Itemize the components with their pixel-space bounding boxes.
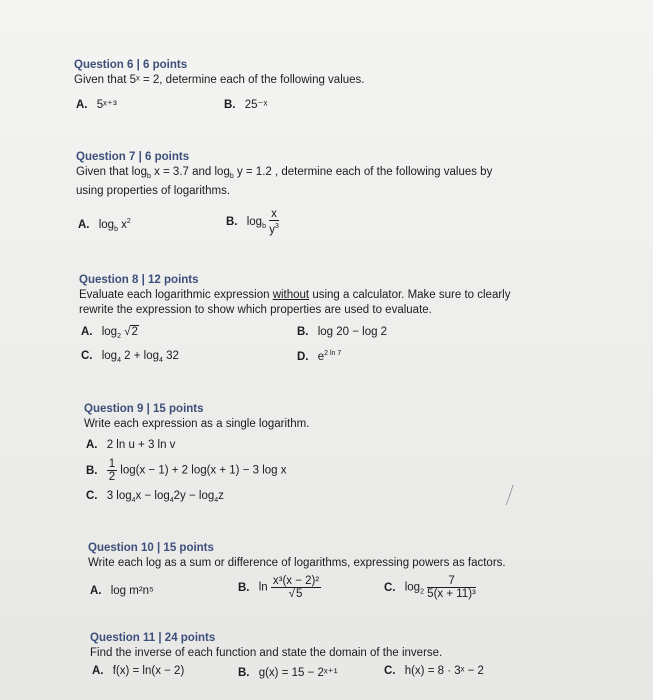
q8-c-mid: 2 + log [120,350,160,362]
q7-b-num: x [271,208,277,220]
q8-c-end: 32 [162,350,179,362]
q7-a-arg: x [121,219,127,231]
q9-a-label: A. [86,439,98,451]
q9-c-term2: x − log [135,490,170,502]
q7-b-den-exp: 3 [274,223,279,230]
q10-c-log: log [404,581,421,594]
q11-c-expr: h(x) = 8 · 3ˣ − 2 [404,665,484,677]
q10-b-den: 5 [295,588,303,600]
q9-c-base2: 4 [169,497,174,504]
question-8-intro-line2: rewrite the expression to show which properties are used to evaluate. [79,304,432,316]
question-7-intro-line2: using properties of logarithms. [76,185,231,197]
q8-a-base: 2 [117,333,121,340]
q11-c-label: C. [384,665,396,677]
q10-part-c [384,575,476,600]
q9-part-c [86,490,224,504]
q8-c-base1: 4 [117,357,121,364]
q9-b-label: B. [86,464,98,477]
q8-part-a [81,326,139,340]
q10-b-ln: ln [258,581,268,594]
q10-c-fraction [427,575,476,600]
q8-d-base: e [317,351,325,363]
q10-b-num: x³(x − 2)² [272,575,320,587]
question-8-header: Question 8 | 12 points [79,274,199,286]
q9-b-fraction [107,458,117,483]
q10-c-num: 7 [427,575,476,588]
q7-intro-base-2: b [229,173,234,180]
q8-d-label: D. [297,351,309,363]
q10-b-fraction [271,575,321,600]
q8-d-exp: 2 ln 7 [324,350,342,357]
q8-c-log1: log [101,350,118,362]
q7-b-fraction [269,208,279,236]
q6-a-expr: 5ˣ⁺³ [96,99,117,111]
q7-intro-text-2: x = 3.7 and log [150,166,230,178]
question-11-header: Question 11 | 24 points [90,632,216,644]
q8-a-log: log [101,326,118,338]
question-11 [90,631,442,661]
q10-c-base: 2 [420,588,424,596]
q7-part-a [78,218,131,233]
q8-a-label: A. [81,326,93,338]
q7-a-base: b [114,226,118,233]
q10-b-den-wrap [271,588,321,600]
q11-a-label: A. [92,665,104,677]
q7-b-den-var: y [269,224,275,236]
q11-b-label: B. [238,667,250,679]
q9-c-label: C. [86,490,98,502]
question-6-intro: Given that 5ˣ = 2, determine each of the following values. [74,74,365,86]
q7-b-base: b [262,223,266,231]
q8-b-label: B. [297,326,309,338]
q7-part-b [226,208,279,236]
q11-part-c [384,665,484,677]
q8-part-b [297,326,387,338]
q7-intro-base-1: b [146,173,151,180]
q7-b-log: log [246,216,263,228]
question-7 [76,150,492,199]
q10-b-label: B. [238,581,250,594]
question-9-intro: Write each expression as a single logarithm. [84,418,310,430]
question-10 [88,541,506,571]
q9-part-b [86,458,287,483]
q6-a-label: A. [76,99,88,111]
q9-b-num: 1 [108,458,116,470]
q11-part-a [92,665,184,677]
q8-c-base2: 4 [159,357,163,364]
q8-part-d [297,350,341,363]
q10-a-expr: log m²n⁵ [110,585,154,597]
q7-a-label: A. [78,219,90,231]
q6-b-label: B. [224,99,236,111]
question-10-header: Question 10 | 15 points [88,542,214,554]
q11-b-expr: g(x) = 15 − 2ˣ⁺¹ [258,667,338,679]
q6-b-expr: 25⁻ˣ [244,99,268,111]
q7-b-den [269,221,279,236]
q9-part-a [86,439,175,451]
q8-a-radical-sign: √ [124,326,131,338]
q8-b-expr: log 20 − log 2 [317,326,388,338]
q10-b-radical-sign: √ [288,588,295,600]
question-7-header: Question 7 | 6 points [76,151,190,163]
question-7-intro [76,165,492,184]
question-8-intro [79,288,510,303]
q9-c-term4: z [218,490,224,502]
q10-part-a [90,585,154,597]
question-6 [74,58,365,88]
q11-a-expr: f(x) = ln(x − 2) [112,665,185,677]
q6-part-b [224,97,267,111]
q9-c-term3: 2y − log [173,490,215,502]
q8-c-label: C. [81,350,93,362]
q7-intro-text-1: Given that log [76,166,147,178]
q8-intro-text-2: using a calculator. Make sure to clearly [309,289,511,301]
q7-intro-text-3: y = 1.2 , determine each of the following values by [233,166,493,178]
question-8 [79,273,510,318]
q9-c-base1: 4 [131,497,136,504]
question-10-intro: Write each log as a sum or difference of logarithms, expressing powers as factors. [88,557,506,569]
q10-c-label: C. [384,581,396,594]
q10-a-label: A. [90,585,102,597]
q7-a-exp: 2 [126,218,131,225]
q8-part-c [81,350,179,364]
q9-c-base3: 4 [214,497,219,504]
question-9-header: Question 9 | 15 points [84,403,204,415]
q9-c-term1: 3 log [106,490,132,502]
question-6-header: Question 6 | 6 points [74,59,188,71]
q8-a-radicand: 2 [131,326,138,338]
q11-part-b [238,665,338,679]
question-9 [84,402,309,432]
q9-a-expr: 2 ln u + 3 ln v [106,439,176,451]
q6-part-a [76,97,117,111]
q9-b-expr: log(x − 1) + 2 log(x + 1) − 3 log x [117,464,287,477]
pen-mark [505,484,515,506]
q8-intro-underlined: without [272,289,310,301]
q7-a-log: log [98,219,115,231]
q10-part-b [238,575,321,600]
question-11-intro: Find the inverse of each function and state the domain of the inverse. [90,647,443,659]
q10-c-den: 5(x + 11)³ [427,588,476,600]
q8-intro-text-1: Evaluate each logarithmic expression [79,289,273,301]
q9-b-den: 2 [108,471,116,483]
q7-b-label: B. [226,216,238,228]
